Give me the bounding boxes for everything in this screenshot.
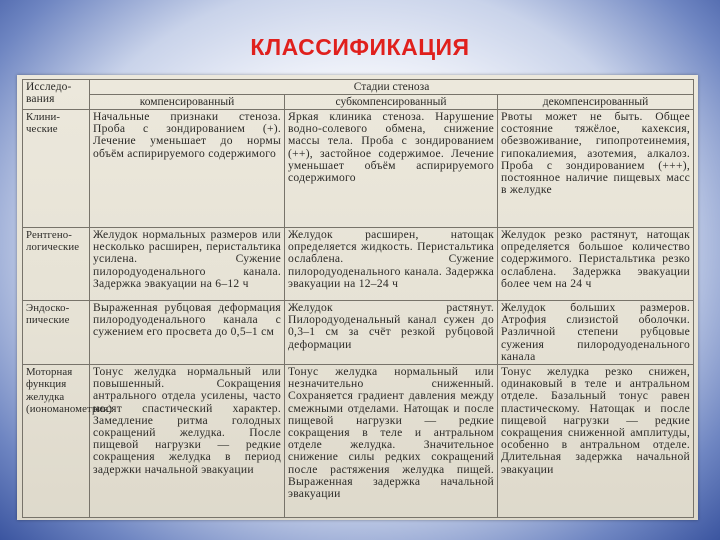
stage-header-decompensated: декомпенсированный bbox=[498, 95, 694, 110]
row-label-motor-function: Моторная функция желудка (иономанометрия) bbox=[23, 365, 90, 518]
table-cell: Желудок больших размеров. Атрофия слизистой оболочки. Различной степени рубцовые сужения пилородуоденального канала bbox=[498, 301, 694, 365]
table-header-row bbox=[23, 80, 694, 95]
table-cell: Тонус желудка нормальный или незначительно сниженный. Сохраняется градиент давления между смежными отделами. Натощак и после пищевой нагрузки — редкие сокращения в теле и антральном отделе желудка. Значительное снижение силы редких сокращений после растяжения желудка пищей. Выраженная задержка начальной эвакуации bbox=[285, 365, 498, 518]
table-row bbox=[23, 301, 694, 365]
stenosis-stage-table bbox=[22, 79, 694, 518]
classification-table-scan bbox=[17, 75, 698, 520]
table-cell: Начальные признаки стеноза. Проба с зондированием (+). Лечение уменьшает до нормы объём аспирируемого содержимого bbox=[90, 110, 285, 228]
table-cell: Тонус желудка нормальный или повышенный. Сокращения антрального отдела усилены, часто носят спастический характер. Замедление ритма голодных сокращений желудка. После пищевой нагрузки — редкие сокращения желудка в период задержки начальной эвакуации bbox=[90, 365, 285, 518]
corner-header: Исследо-вания bbox=[23, 80, 90, 110]
table-cell: Желудок растянут. Пилородуоденальный канал сужен до 0,3–1 см за счёт резкой рубцовой деформации bbox=[285, 301, 498, 365]
table-cell: Выраженная рубцовая деформация пилородуоденального канала с сужением его просвета до 0,5–1 см bbox=[90, 301, 285, 365]
stage-header-subcompensated: субкомпенсированный bbox=[285, 95, 498, 110]
table-row bbox=[23, 110, 694, 228]
table-cell: Тонус желудка резко снижен, одинаковый в теле и антральном отделе. Базальный тонус равен пластическому. Натощак и после пищевой нагрузки — редкие сокращения сниженной амплитуды, особенно в антральном отделе. Длительная задержка начальной эвакуации bbox=[498, 365, 694, 518]
group-header: Стадии стеноза bbox=[90, 80, 694, 95]
stage-header-compensated: компенсированный bbox=[90, 95, 285, 110]
row-label-clinical: Клини-ческие bbox=[23, 110, 90, 228]
table-row bbox=[23, 228, 694, 301]
table-cell: Желудок резко растянут, натощак определяется большое количество содержимого. Перистальтика резко ослаблена. Задержка эвакуации более чем на 24 ч bbox=[498, 228, 694, 301]
table-cell: Рвоты может не быть. Общее состояние тяжёлое, кахексия, обезвоживание, гипопротеинемия, гипокалиемия, азотемия, алкалоз. Проба с зондированием (+++), постоянное наличие пищевых масс в желудке bbox=[498, 110, 694, 228]
table-cell: Желудок нормальных размеров или несколько расширен, перистальтика усилена. Сужение пилородуоденального канала. Задержка эвакуации на 6–12 ч bbox=[90, 228, 285, 301]
table-cell: Желудок расширен, натощак определяется жидкость. Перистальтика ослаблена. Сужение пилородуоденального канала. Задержка эвакуации на 12–24 ч bbox=[285, 228, 498, 301]
row-label-endoscopic: Эндоско-пические bbox=[23, 301, 90, 365]
slide-title: КЛАССИФИКАЦИЯ bbox=[250, 34, 470, 60]
row-label-radiologic: Рентгено-логические bbox=[23, 228, 90, 301]
table-row bbox=[23, 365, 694, 518]
stage-header-row bbox=[23, 95, 694, 110]
table-cell: Яркая клиника стеноза. Нарушение водно-солевого обмена, снижение массы тела. Проба с зондированием (++), застойное содержимое. Лечение уменьшает объём аспирируемого содержимого bbox=[285, 110, 498, 228]
